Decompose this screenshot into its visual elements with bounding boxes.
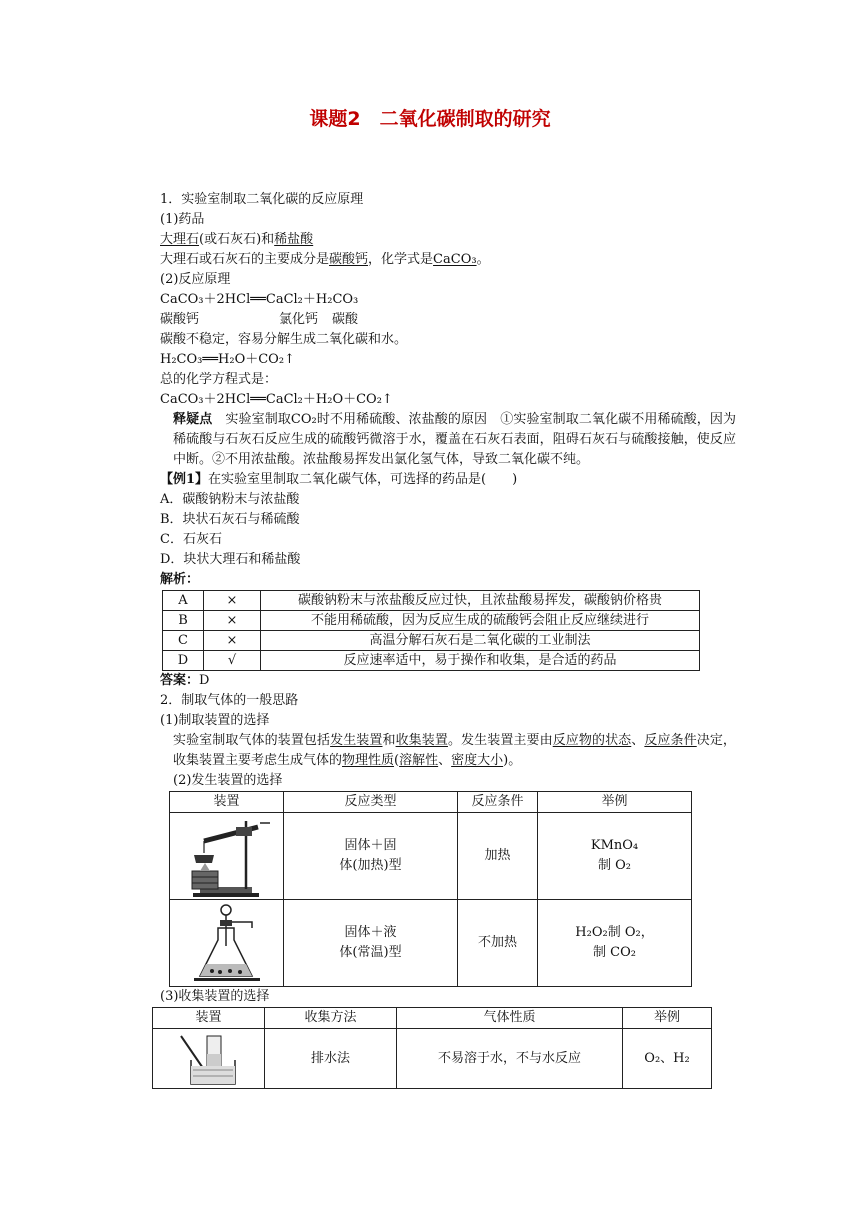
example-line-2: 制 CO₂ bbox=[593, 945, 636, 960]
example-text: 在实验室里制取二氧化碳气体，可选择的药品是( ) bbox=[208, 472, 518, 487]
gen-example bbox=[538, 900, 692, 987]
collector-heading: (3)收集装置的选择 bbox=[160, 989, 270, 1004]
drug-marble: 大理石 bbox=[160, 232, 200, 247]
water-collection-image bbox=[153, 1029, 265, 1089]
row-reason: 碳酸钠粉末与浓盐酸反应过快，且浓盐酸易挥发，碳酸钠价格贵 bbox=[261, 591, 700, 611]
example-line-2: 制 O₂ bbox=[597, 858, 631, 873]
analysis-table bbox=[162, 590, 700, 671]
type-line-2: 体(常温)型 bbox=[339, 945, 402, 960]
comp-name: 碳酸钙 bbox=[329, 252, 369, 267]
col-header: 反应类型 bbox=[284, 792, 458, 813]
p-state: 反应物的状态 bbox=[552, 733, 632, 748]
equation-1: CaCO₃＋2HCl══CaCl₂＋H₂CO₃ bbox=[160, 292, 359, 307]
page-title: 课题2 二氧化碳制取的研究 bbox=[309, 108, 551, 130]
row-reason: 反应速率适中，易于操作和收集，是合适的药品 bbox=[261, 651, 700, 671]
p-m: 、 bbox=[438, 753, 452, 768]
p-density: 密度大小 bbox=[451, 753, 504, 768]
type-line-1: 固体＋液 bbox=[344, 925, 397, 940]
gen-type-solid-solid bbox=[284, 813, 458, 900]
p-c: 和 bbox=[382, 733, 396, 748]
collection-example: O₂、H₂ bbox=[623, 1029, 712, 1089]
p-collector: 收集装置 bbox=[395, 733, 448, 748]
apparatus-paragraph bbox=[160, 731, 736, 771]
total-label: 总的化学方程式是： bbox=[160, 372, 278, 387]
type-line-2: 体(加热)型 bbox=[339, 858, 402, 873]
composition-line bbox=[160, 250, 736, 270]
equation-2: H₂CO₃══H₂O＋CO₂↑ bbox=[160, 352, 295, 367]
table-header-row bbox=[153, 1008, 712, 1029]
doubt-point bbox=[160, 410, 736, 470]
answer-label: 答案： bbox=[160, 673, 200, 688]
comp-pre: 大理石或石灰石的主要成分是 bbox=[160, 252, 330, 267]
generator-table bbox=[169, 791, 692, 987]
collection-method: 排水法 bbox=[265, 1029, 397, 1089]
heating-apparatus-image bbox=[170, 813, 284, 900]
table-row bbox=[170, 813, 692, 900]
row-mark: × bbox=[204, 591, 261, 611]
doubt-text: 实验室制取CO₂时不用稀硫酸、浓盐酸的原因 ①实验室制取二氧化碳不用稀硫酸，因为稀硫酸与石灰石反应生成的硫酸钙微溶于水，覆盖在石灰石表面，阻碍石灰石与硫酸接触，使反应中断。②不用浓盐酸。浓盐酸易挥发出氯化氢气体，导致二氧化碳不纯。 bbox=[173, 412, 736, 467]
gen-type-solid-liquid bbox=[284, 900, 458, 987]
answer-line bbox=[160, 671, 736, 691]
table-row bbox=[163, 591, 700, 611]
row-reason: 不能用稀硫酸，因为反应生成的硫酸钙会阻止反应继续进行 bbox=[261, 611, 700, 631]
p-condition: 反应条件 bbox=[644, 733, 697, 748]
table-row bbox=[163, 631, 700, 651]
doubt-label: 释疑点 bbox=[173, 412, 213, 427]
col-header: 气体性质 bbox=[397, 1008, 623, 1029]
flask-apparatus-image bbox=[170, 900, 284, 987]
decomposition-text: 碳酸不稳定，容易分解生成二氧化碳和水。 bbox=[160, 332, 408, 347]
answer-value: D bbox=[199, 673, 210, 688]
generator-heading: (2)发生装置的选择 bbox=[173, 773, 283, 788]
principle-heading: (2)反应原理 bbox=[160, 272, 231, 287]
example-question bbox=[160, 470, 736, 490]
apparatus-heading: (1)制取装置的选择 bbox=[160, 713, 270, 728]
p-k: ( bbox=[394, 753, 400, 768]
p-e: 。发生装置主要由 bbox=[447, 733, 553, 748]
gas-property: 不易溶于水，不与水反应 bbox=[397, 1029, 623, 1089]
option-a: A．碳酸钠粉末与浓盐酸 bbox=[160, 492, 300, 507]
p-i: 决定，收集装置主要考虑生成气体的 bbox=[173, 733, 736, 768]
table-row bbox=[163, 611, 700, 631]
comp-formula: CaCO₃ bbox=[433, 252, 477, 267]
name-h2co3: 碳酸 bbox=[332, 312, 359, 327]
section1-heading: 1．实验室制取二氧化碳的反应原理 bbox=[160, 192, 364, 207]
col-header: 装置 bbox=[153, 1008, 265, 1029]
analysis-label: 解析： bbox=[160, 572, 200, 587]
drug-alt: (或石灰石)和 bbox=[199, 232, 275, 247]
comp-end: 。 bbox=[476, 252, 490, 267]
example-line-1: H₂O₂制 O₂， bbox=[575, 925, 654, 940]
gen-condition: 加热 bbox=[458, 813, 538, 900]
row-option: D bbox=[163, 651, 204, 671]
equation-1-names bbox=[160, 310, 736, 330]
table-row bbox=[163, 651, 700, 671]
drugs-heading: (1)药品 bbox=[160, 212, 205, 227]
type-line-1: 固体＋固 bbox=[344, 838, 397, 853]
row-mark: × bbox=[204, 611, 261, 631]
name-cacl2: 氯化钙 bbox=[279, 312, 319, 327]
p-g: 、 bbox=[631, 733, 645, 748]
name-caco3: 碳酸钙 bbox=[160, 312, 200, 327]
col-header: 收集方法 bbox=[265, 1008, 397, 1029]
p-physical: 物理性质 bbox=[342, 753, 395, 768]
gen-example bbox=[538, 813, 692, 900]
document-body bbox=[160, 190, 736, 1089]
option-d: D．块状大理石和稀盐酸 bbox=[160, 552, 301, 567]
gen-condition: 不加热 bbox=[458, 900, 538, 987]
equation-3: CaCO₃＋2HCl══CaCl₂＋H₂O＋CO₂↑ bbox=[160, 392, 393, 407]
p-generator: 发生装置 bbox=[330, 733, 383, 748]
row-reason: 高温分解石灰石是二氧化碳的工业制法 bbox=[261, 631, 700, 651]
option-b: B．块状石灰石与稀硫酸 bbox=[160, 512, 300, 527]
example-line-1: KMnO₄ bbox=[590, 838, 639, 853]
section2-heading: 2．制取气体的一般思路 bbox=[160, 693, 299, 708]
row-option: A bbox=[163, 591, 204, 611]
row-mark: × bbox=[204, 631, 261, 651]
row-option: B bbox=[163, 611, 204, 631]
option-c: C．石灰石 bbox=[160, 532, 222, 547]
table-header-row bbox=[170, 792, 692, 813]
example-label: 【例1】 bbox=[160, 472, 209, 487]
p-solubility: 溶解性 bbox=[399, 753, 439, 768]
drug-hcl: 稀盐酸 bbox=[274, 232, 314, 247]
row-mark: √ bbox=[204, 651, 261, 671]
p-o: )。 bbox=[503, 753, 522, 768]
table-row bbox=[153, 1029, 712, 1089]
row-option: C bbox=[163, 631, 204, 651]
drugs-line bbox=[160, 230, 736, 250]
col-header: 装置 bbox=[170, 792, 284, 813]
col-header: 举例 bbox=[623, 1008, 712, 1029]
collector-table bbox=[152, 1007, 712, 1089]
table-row bbox=[170, 900, 692, 987]
col-header: 反应条件 bbox=[458, 792, 538, 813]
col-header: 举例 bbox=[538, 792, 692, 813]
comp-mid: ，化学式是 bbox=[368, 252, 434, 267]
p-a: 实验室制取气体的装置包括 bbox=[173, 733, 331, 748]
